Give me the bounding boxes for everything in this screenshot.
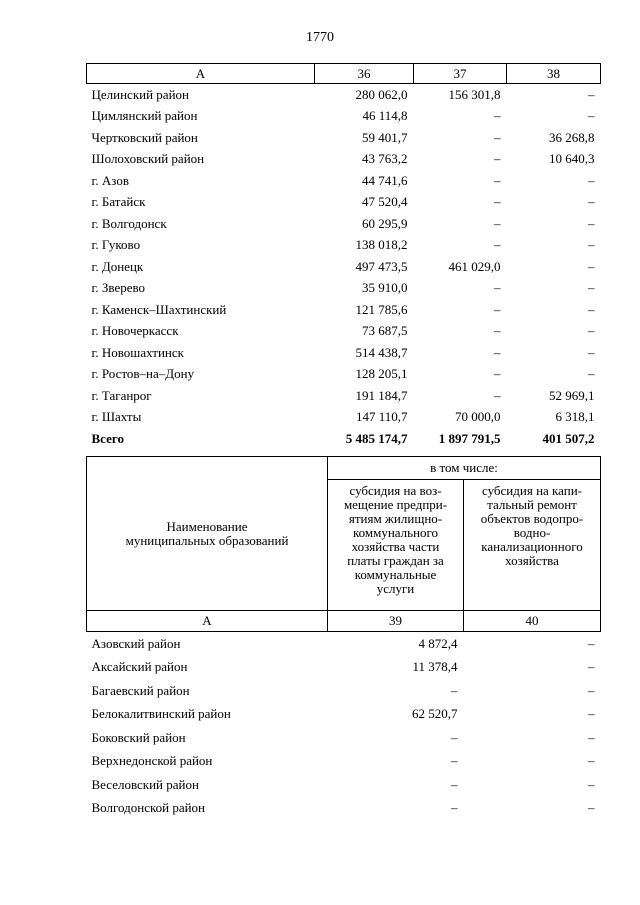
- value-col-36: 280 062,0: [355, 86, 408, 102]
- value-col-36: 191 184,7: [355, 387, 408, 403]
- page-number: 1770: [306, 30, 334, 45]
- value-col-36: 43 763,2: [362, 151, 408, 167]
- municipality-name: г. Волгодонск: [91, 215, 167, 231]
- table-row: [87, 321, 601, 343]
- table-header-row: [87, 457, 601, 480]
- municipality-name: г. Каменск–Шахтинский: [91, 301, 227, 317]
- municipality-name: Шолоховский район: [91, 151, 205, 167]
- value-col-37: –: [494, 280, 501, 296]
- value-col-39: –: [451, 800, 458, 816]
- municipality-name: г. Батайск: [91, 194, 146, 210]
- table-row: [87, 773, 601, 797]
- municipality-name: г. Зверево: [91, 280, 146, 296]
- table-row: [87, 299, 601, 321]
- value-col-36: 128 205,1: [355, 366, 408, 382]
- municipality-name: г. Новошахтинск: [91, 344, 184, 360]
- budget-table-cols-36-38: [86, 63, 601, 450]
- table-row: [87, 106, 601, 128]
- value-col-37: 70 000,0: [455, 409, 501, 425]
- budget-table-cols-39-40: [86, 456, 601, 820]
- table-row: [87, 256, 601, 278]
- value-col-38: –: [588, 301, 595, 317]
- value-col-37: –: [494, 344, 501, 360]
- value-col-37: –: [494, 172, 501, 188]
- municipality-name: г. Донецк: [91, 258, 144, 274]
- value-col-40: –: [588, 706, 595, 722]
- value-col-38: 10 640,3: [549, 151, 595, 167]
- table-row: [87, 407, 601, 429]
- value-col-36: 44 741,6: [362, 172, 408, 188]
- municipality-name: Цимлянский район: [91, 108, 198, 124]
- table-row: [87, 385, 601, 407]
- column-header-40: субсидия на капи- тальный ремонт объектов водопро- водно- канализационного хозяйства: [464, 480, 601, 611]
- value-col-39: –: [451, 729, 458, 745]
- value-col-37: –: [494, 194, 501, 210]
- table-row: [87, 364, 601, 386]
- total-label: Всего: [91, 430, 124, 446]
- value-col-36: 121 785,6: [355, 301, 408, 317]
- column-header-38: 38: [507, 64, 601, 84]
- total-col-37: 1 897 791,5: [438, 430, 501, 446]
- value-col-38: –: [588, 280, 595, 296]
- value-col-37: –: [494, 237, 501, 253]
- value-col-39: 11 378,4: [412, 659, 458, 675]
- column-index-40: 40: [464, 611, 601, 632]
- table-row: [87, 797, 601, 821]
- value-col-37: –: [494, 323, 501, 339]
- table-row: [87, 679, 601, 703]
- table-row: [87, 235, 601, 257]
- value-col-36: 59 401,7: [362, 129, 408, 145]
- value-col-36: 60 295,9: [362, 215, 408, 231]
- column-header-name: Наименование муниципальных образований: [87, 457, 328, 611]
- value-col-36: 46 114,8: [362, 108, 408, 124]
- table-row: [87, 726, 601, 750]
- column-header-36: 36: [315, 64, 414, 84]
- column-index-row: [87, 611, 601, 632]
- value-col-38: –: [588, 194, 595, 210]
- total-col-38: 401 507,2: [542, 430, 595, 446]
- municipality-name: г. Азов: [91, 172, 129, 188]
- value-col-38: –: [588, 323, 595, 339]
- value-col-36: 35 910,0: [362, 280, 408, 296]
- column-header-39: субсидия на воз- мещение предпри- ятиям жилищно- коммунального хозяйства части платы граждан за коммунальные услуги: [328, 480, 464, 611]
- table-row: [87, 127, 601, 149]
- value-col-39: 62 520,7: [412, 706, 458, 722]
- column-index-39: 39: [328, 611, 464, 632]
- municipality-name: Веселовский район: [91, 776, 199, 792]
- value-col-39: –: [451, 682, 458, 698]
- municipality-name: г. Шахты: [91, 409, 142, 425]
- table-row: [87, 703, 601, 727]
- value-col-38: –: [588, 237, 595, 253]
- column-header-37: 37: [414, 64, 507, 84]
- value-col-38: 52 969,1: [549, 387, 595, 403]
- value-col-38: –: [588, 366, 595, 382]
- value-col-38: –: [588, 86, 595, 102]
- value-col-38: –: [588, 172, 595, 188]
- value-col-37: 461 029,0: [448, 258, 501, 274]
- municipality-name: г. Таганрог: [91, 387, 152, 403]
- value-col-37: –: [494, 387, 501, 403]
- value-col-36: 514 438,7: [355, 344, 408, 360]
- table-row: [87, 170, 601, 192]
- table-row: [87, 632, 601, 656]
- value-col-39: 4 872,4: [418, 635, 458, 651]
- municipality-name: Волгодонской район: [91, 800, 206, 816]
- table-row: [87, 84, 601, 106]
- value-col-40: –: [588, 659, 595, 675]
- municipality-name: г. Новочеркасск: [91, 323, 179, 339]
- municipality-name: Боковский район: [91, 729, 186, 745]
- municipality-name: г. Гуково: [91, 237, 141, 253]
- value-col-39: –: [451, 776, 458, 792]
- value-col-37: –: [494, 129, 501, 145]
- total-col-36: 5 485 174,7: [345, 430, 408, 446]
- column-index-a: А: [87, 611, 328, 632]
- value-col-36: 47 520,4: [362, 194, 408, 210]
- value-col-38: –: [588, 258, 595, 274]
- value-col-40: –: [588, 729, 595, 745]
- table-row: [87, 149, 601, 171]
- value-col-36: 497 473,5: [355, 258, 408, 274]
- municipality-name: Азовский район: [91, 635, 181, 651]
- value-col-37: –: [494, 301, 501, 317]
- municipality-name: Верхнедонской район: [91, 753, 213, 769]
- value-col-36: 138 018,2: [355, 237, 408, 253]
- table-row: [87, 750, 601, 774]
- value-col-40: –: [588, 682, 595, 698]
- table-header-row: [87, 64, 601, 84]
- value-col-36: 147 110,7: [355, 409, 408, 425]
- value-col-38: –: [588, 344, 595, 360]
- municipality-name: Аксайский район: [91, 659, 188, 675]
- value-col-38: –: [588, 108, 595, 124]
- value-col-40: –: [588, 776, 595, 792]
- value-col-39: –: [451, 753, 458, 769]
- municipality-name: г. Ростов–на–Дону: [91, 366, 195, 382]
- table-row: [87, 192, 601, 214]
- table-row: [87, 278, 601, 300]
- value-col-37: –: [494, 366, 501, 382]
- column-group-header: в том числе:: [328, 457, 601, 480]
- value-col-37: –: [494, 108, 501, 124]
- value-col-37: 156 301,8: [448, 86, 501, 102]
- municipality-name: Целинский район: [91, 86, 189, 102]
- value-col-40: –: [588, 635, 595, 651]
- value-col-37: –: [494, 215, 501, 231]
- column-header-a: А: [87, 64, 315, 84]
- value-col-38: 6 318,1: [555, 409, 595, 425]
- municipality-name: Белокалитвинский район: [91, 706, 231, 722]
- total-row: [87, 428, 601, 450]
- value-col-36: 73 687,5: [362, 323, 408, 339]
- municipality-name: Багаевский район: [91, 682, 190, 698]
- municipality-name: Чертковский район: [91, 129, 198, 145]
- table-row: [87, 342, 601, 364]
- table-row: [87, 656, 601, 680]
- value-col-40: –: [588, 753, 595, 769]
- value-col-38: –: [588, 215, 595, 231]
- value-col-38: 36 268,8: [549, 129, 595, 145]
- value-col-37: –: [494, 151, 501, 167]
- value-col-40: –: [588, 800, 595, 816]
- table-row: [87, 213, 601, 235]
